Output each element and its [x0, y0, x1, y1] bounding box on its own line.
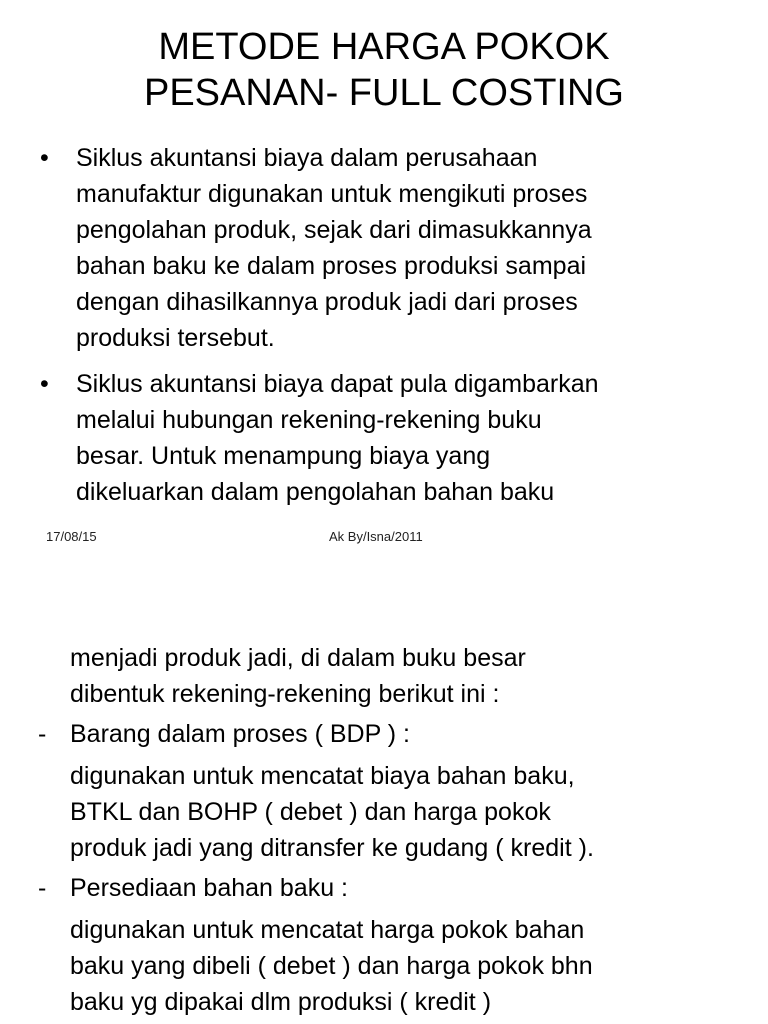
bullet-icon: • [40, 144, 49, 172]
account-description-persediaan [38, 912, 758, 1020]
bullet-text-line: Siklus akuntansi biaya dapat pula digambarkan [76, 370, 599, 398]
bullet-list [38, 140, 738, 520]
dash-icon: - [38, 874, 47, 902]
account-description-bdp [38, 758, 758, 866]
footer-date: 17/08/15 [46, 529, 97, 544]
bullet-item-1 [38, 140, 738, 356]
bullet-text-line: produksi tersebut. [76, 324, 275, 352]
account-item-bdp [38, 716, 758, 752]
bullet-text-line: besar. Untuk menampung biaya yang [76, 442, 491, 470]
bullet-item-2 [38, 366, 738, 510]
description-line: baku yg dipakai dlm produksi ( kredit ) [70, 988, 492, 1016]
bullet-text-line: dikeluarkan dalam pengolahan bahan baku [76, 478, 555, 506]
intro-line: menjadi produk jadi, di dalam buku besar [70, 644, 526, 672]
bullet-text-line: manufaktur digunakan untuk mengikuti proses [76, 180, 588, 208]
description-line: BTKL dan BOHP ( debet ) dan harga pokok [70, 798, 551, 826]
bullet-icon: • [40, 370, 49, 398]
account-heading: Barang dalam proses ( BDP ) : [70, 720, 410, 748]
account-item-persediaan [38, 870, 758, 906]
title-line-1: METODE HARGA POKOK [158, 26, 610, 68]
intro-line: dibentuk rekening-rekening berikut ini : [70, 680, 500, 708]
bullet-text-line: melalui hubungan rekening-rekening buku [76, 406, 542, 434]
bullet-text-line: pengolahan produk, sejak dari dimasukkannya [76, 216, 592, 244]
title-line-2: PESANAN- FULL COSTING [143, 72, 624, 114]
slide-2-content [38, 640, 758, 1020]
bullet-text-line: dengan dihasilkannya produk jadi dari proses [76, 288, 578, 316]
description-line: produk jadi yang ditransfer ke gudang ( kredit ). [70, 834, 594, 862]
slide-title [0, 24, 768, 116]
intro-paragraph [38, 640, 758, 712]
bullet-text-line: bahan baku ke dalam proses produksi sampai [76, 252, 587, 280]
description-line: baku yang dibeli ( debet ) dan harga pokok bhn [70, 952, 593, 980]
footer-author: Ak By/Isna/2011 [329, 529, 423, 544]
slide-2 [0, 560, 768, 1024]
description-line: digunakan untuk mencatat harga pokok bahan [70, 916, 585, 944]
bullet-text-line: Siklus akuntansi biaya dalam perusahaan [76, 144, 538, 172]
description-line: digunakan untuk mencatat biaya bahan baku, [70, 762, 575, 790]
dash-icon: - [38, 720, 47, 748]
account-heading: Persediaan bahan baku : [70, 874, 348, 902]
